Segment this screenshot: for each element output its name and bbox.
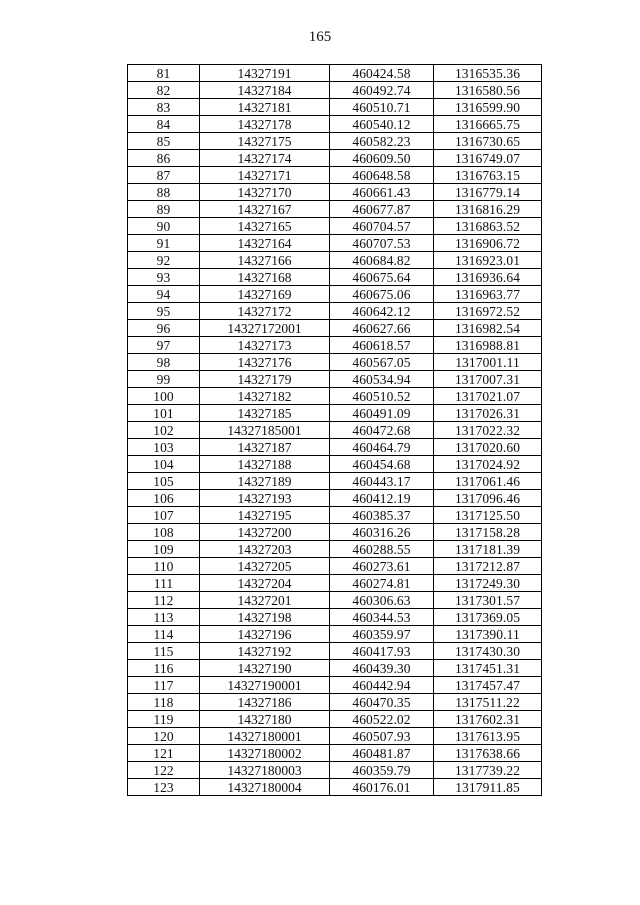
table-row [128, 269, 542, 286]
table-row [128, 405, 542, 422]
point-id-cell: 14327180001 [200, 728, 330, 745]
x-coordinate-cell: 460675.06 [330, 286, 434, 303]
table-row [128, 82, 542, 99]
table-row [128, 218, 542, 235]
x-coordinate-cell: 460648.58 [330, 167, 434, 184]
row-number-cell: 110 [128, 558, 200, 575]
y-coordinate-cell: 1316982.54 [434, 320, 542, 337]
x-coordinate-cell: 460316.26 [330, 524, 434, 541]
table-row [128, 337, 542, 354]
y-coordinate-cell: 1317511.22 [434, 694, 542, 711]
x-coordinate-cell: 460481.87 [330, 745, 434, 762]
x-coordinate-cell: 460439.30 [330, 660, 434, 677]
point-id-cell: 14327192 [200, 643, 330, 660]
point-id-cell: 14327176 [200, 354, 330, 371]
point-id-cell: 14327181 [200, 99, 330, 116]
point-id-cell: 14327198 [200, 609, 330, 626]
x-coordinate-cell: 460491.09 [330, 405, 434, 422]
y-coordinate-cell: 1317158.28 [434, 524, 542, 541]
x-coordinate-cell: 460306.63 [330, 592, 434, 609]
x-coordinate-cell: 460510.71 [330, 99, 434, 116]
point-id-cell: 14327189 [200, 473, 330, 490]
y-coordinate-cell: 1316580.56 [434, 82, 542, 99]
table-row [128, 507, 542, 524]
point-id-cell: 14327185001 [200, 422, 330, 439]
point-id-cell: 14327174 [200, 150, 330, 167]
table-row [128, 779, 542, 796]
table-row [128, 762, 542, 779]
point-id-cell: 14327164 [200, 235, 330, 252]
y-coordinate-cell: 1317020.60 [434, 439, 542, 456]
row-number-cell: 117 [128, 677, 200, 694]
point-id-cell: 14327170 [200, 184, 330, 201]
row-number-cell: 109 [128, 541, 200, 558]
row-number-cell: 99 [128, 371, 200, 388]
x-coordinate-cell: 460412.19 [330, 490, 434, 507]
row-number-cell: 123 [128, 779, 200, 796]
x-coordinate-cell: 460274.81 [330, 575, 434, 592]
y-coordinate-cell: 1317390.11 [434, 626, 542, 643]
row-number-cell: 87 [128, 167, 200, 184]
point-id-cell: 14327173 [200, 337, 330, 354]
row-number-cell: 91 [128, 235, 200, 252]
table-row [128, 439, 542, 456]
table-row [128, 422, 542, 439]
x-coordinate-cell: 460627.66 [330, 320, 434, 337]
point-id-cell: 14327191 [200, 65, 330, 82]
x-coordinate-cell: 460707.53 [330, 235, 434, 252]
y-coordinate-cell: 1317911.85 [434, 779, 542, 796]
x-coordinate-cell: 460454.68 [330, 456, 434, 473]
table-row [128, 473, 542, 490]
y-coordinate-cell: 1316599.90 [434, 99, 542, 116]
row-number-cell: 94 [128, 286, 200, 303]
table-row [128, 592, 542, 609]
y-coordinate-cell: 1316779.14 [434, 184, 542, 201]
row-number-cell: 111 [128, 575, 200, 592]
x-coordinate-cell: 460677.87 [330, 201, 434, 218]
y-coordinate-cell: 1317026.31 [434, 405, 542, 422]
point-id-cell: 14327200 [200, 524, 330, 541]
y-coordinate-cell: 1316923.01 [434, 252, 542, 269]
table-row [128, 490, 542, 507]
row-number-cell: 104 [128, 456, 200, 473]
y-coordinate-cell: 1317451.31 [434, 660, 542, 677]
table-row [128, 745, 542, 762]
x-coordinate-cell: 460642.12 [330, 303, 434, 320]
point-id-cell: 14327187 [200, 439, 330, 456]
table-row [128, 694, 542, 711]
y-coordinate-cell: 1317007.31 [434, 371, 542, 388]
x-coordinate-cell: 460661.43 [330, 184, 434, 201]
point-id-cell: 14327182 [200, 388, 330, 405]
table-row [128, 303, 542, 320]
point-id-cell: 14327180002 [200, 745, 330, 762]
row-number-cell: 88 [128, 184, 200, 201]
row-number-cell: 107 [128, 507, 200, 524]
y-coordinate-cell: 1317021.07 [434, 388, 542, 405]
table-row [128, 252, 542, 269]
table-row [128, 201, 542, 218]
x-coordinate-cell: 460567.05 [330, 354, 434, 371]
row-number-cell: 83 [128, 99, 200, 116]
y-coordinate-cell: 1317181.39 [434, 541, 542, 558]
point-id-cell: 14327179 [200, 371, 330, 388]
point-id-cell: 14327168 [200, 269, 330, 286]
point-id-cell: 14327203 [200, 541, 330, 558]
y-coordinate-cell: 1317022.32 [434, 422, 542, 439]
row-number-cell: 112 [128, 592, 200, 609]
point-id-cell: 14327172 [200, 303, 330, 320]
point-id-cell: 14327169 [200, 286, 330, 303]
y-coordinate-cell: 1317061.46 [434, 473, 542, 490]
y-coordinate-cell: 1317001.11 [434, 354, 542, 371]
x-coordinate-cell: 460470.35 [330, 694, 434, 711]
coordinates-table-body [128, 65, 542, 796]
page-number: 165 [308, 29, 332, 45]
x-coordinate-cell: 460609.50 [330, 150, 434, 167]
row-number-cell: 100 [128, 388, 200, 405]
point-id-cell: 14327193 [200, 490, 330, 507]
y-coordinate-cell: 1317212.87 [434, 558, 542, 575]
x-coordinate-cell: 460442.94 [330, 677, 434, 694]
x-coordinate-cell: 460359.79 [330, 762, 434, 779]
table-row [128, 660, 542, 677]
row-number-cell: 102 [128, 422, 200, 439]
row-number-cell: 105 [128, 473, 200, 490]
y-coordinate-cell: 1317602.31 [434, 711, 542, 728]
row-number-cell: 116 [128, 660, 200, 677]
row-number-cell: 113 [128, 609, 200, 626]
row-number-cell: 106 [128, 490, 200, 507]
point-id-cell: 14327188 [200, 456, 330, 473]
row-number-cell: 90 [128, 218, 200, 235]
x-coordinate-cell: 460492.74 [330, 82, 434, 99]
y-coordinate-cell: 1317369.05 [434, 609, 542, 626]
x-coordinate-cell: 460176.01 [330, 779, 434, 796]
point-id-cell: 14327178 [200, 116, 330, 133]
row-number-cell: 85 [128, 133, 200, 150]
table-row [128, 116, 542, 133]
row-number-cell: 121 [128, 745, 200, 762]
table-row [128, 65, 542, 82]
table-row [128, 371, 542, 388]
x-coordinate-cell: 460464.79 [330, 439, 434, 456]
point-id-cell: 14327172001 [200, 320, 330, 337]
table-row [128, 320, 542, 337]
point-id-cell: 14327186 [200, 694, 330, 711]
x-coordinate-cell: 460385.37 [330, 507, 434, 524]
row-number-cell: 119 [128, 711, 200, 728]
x-coordinate-cell: 460288.55 [330, 541, 434, 558]
x-coordinate-cell: 460675.64 [330, 269, 434, 286]
y-coordinate-cell: 1317249.30 [434, 575, 542, 592]
y-coordinate-cell: 1317125.50 [434, 507, 542, 524]
row-number-cell: 98 [128, 354, 200, 371]
table-row [128, 388, 542, 405]
row-number-cell: 97 [128, 337, 200, 354]
y-coordinate-cell: 1317613.95 [434, 728, 542, 745]
row-number-cell: 120 [128, 728, 200, 745]
row-number-cell: 122 [128, 762, 200, 779]
x-coordinate-cell: 460472.68 [330, 422, 434, 439]
table-row [128, 167, 542, 184]
table-row [128, 609, 542, 626]
x-coordinate-cell: 460424.58 [330, 65, 434, 82]
x-coordinate-cell: 460684.82 [330, 252, 434, 269]
x-coordinate-cell: 460510.52 [330, 388, 434, 405]
x-coordinate-cell: 460344.53 [330, 609, 434, 626]
point-id-cell: 14327195 [200, 507, 330, 524]
row-number-cell: 92 [128, 252, 200, 269]
point-id-cell: 14327204 [200, 575, 330, 592]
y-coordinate-cell: 1317430.30 [434, 643, 542, 660]
y-coordinate-cell: 1317096.46 [434, 490, 542, 507]
row-number-cell: 118 [128, 694, 200, 711]
x-coordinate-cell: 460534.94 [330, 371, 434, 388]
row-number-cell: 93 [128, 269, 200, 286]
point-id-cell: 14327175 [200, 133, 330, 150]
row-number-cell: 81 [128, 65, 200, 82]
row-number-cell: 86 [128, 150, 200, 167]
table-row [128, 184, 542, 201]
x-coordinate-cell: 460522.02 [330, 711, 434, 728]
row-number-cell: 115 [128, 643, 200, 660]
point-id-cell: 14327180 [200, 711, 330, 728]
coordinates-table [127, 64, 542, 796]
y-coordinate-cell: 1316963.77 [434, 286, 542, 303]
table-row [128, 99, 542, 116]
x-coordinate-cell: 460417.93 [330, 643, 434, 660]
point-id-cell: 14327205 [200, 558, 330, 575]
row-number-cell: 95 [128, 303, 200, 320]
point-id-cell: 14327165 [200, 218, 330, 235]
y-coordinate-cell: 1316535.36 [434, 65, 542, 82]
point-id-cell: 14327190 [200, 660, 330, 677]
y-coordinate-cell: 1316906.72 [434, 235, 542, 252]
point-id-cell: 14327166 [200, 252, 330, 269]
y-coordinate-cell: 1317739.22 [434, 762, 542, 779]
point-id-cell: 14327190001 [200, 677, 330, 694]
row-number-cell: 101 [128, 405, 200, 422]
y-coordinate-cell: 1316763.15 [434, 167, 542, 184]
row-number-cell: 84 [128, 116, 200, 133]
table-row [128, 643, 542, 660]
point-id-cell: 14327180003 [200, 762, 330, 779]
table-row [128, 626, 542, 643]
table-row [128, 354, 542, 371]
y-coordinate-cell: 1317638.66 [434, 745, 542, 762]
x-coordinate-cell: 460540.12 [330, 116, 434, 133]
y-coordinate-cell: 1316816.29 [434, 201, 542, 218]
table-row [128, 235, 542, 252]
point-id-cell: 14327185 [200, 405, 330, 422]
table-row [128, 575, 542, 592]
table-row [128, 456, 542, 473]
table-row [128, 677, 542, 694]
point-id-cell: 14327201 [200, 592, 330, 609]
y-coordinate-cell: 1316863.52 [434, 218, 542, 235]
table-row [128, 133, 542, 150]
y-coordinate-cell: 1316730.65 [434, 133, 542, 150]
point-id-cell: 14327167 [200, 201, 330, 218]
y-coordinate-cell: 1316749.07 [434, 150, 542, 167]
row-number-cell: 82 [128, 82, 200, 99]
y-coordinate-cell: 1317024.92 [434, 456, 542, 473]
table-row [128, 524, 542, 541]
point-id-cell: 14327196 [200, 626, 330, 643]
row-number-cell: 89 [128, 201, 200, 218]
y-coordinate-cell: 1316665.75 [434, 116, 542, 133]
x-coordinate-cell: 460359.97 [330, 626, 434, 643]
row-number-cell: 96 [128, 320, 200, 337]
point-id-cell: 14327184 [200, 82, 330, 99]
y-coordinate-cell: 1316988.81 [434, 337, 542, 354]
y-coordinate-cell: 1316972.52 [434, 303, 542, 320]
y-coordinate-cell: 1317301.57 [434, 592, 542, 609]
point-id-cell: 14327171 [200, 167, 330, 184]
row-number-cell: 108 [128, 524, 200, 541]
table-row [128, 286, 542, 303]
table-row [128, 711, 542, 728]
x-coordinate-cell: 460443.17 [330, 473, 434, 490]
table-row [128, 558, 542, 575]
table-row [128, 541, 542, 558]
table-row [128, 728, 542, 745]
row-number-cell: 114 [128, 626, 200, 643]
table-row [128, 150, 542, 167]
point-id-cell: 14327180004 [200, 779, 330, 796]
x-coordinate-cell: 460507.93 [330, 728, 434, 745]
x-coordinate-cell: 460618.57 [330, 337, 434, 354]
y-coordinate-cell: 1317457.47 [434, 677, 542, 694]
x-coordinate-cell: 460582.23 [330, 133, 434, 150]
row-number-cell: 103 [128, 439, 200, 456]
y-coordinate-cell: 1316936.64 [434, 269, 542, 286]
x-coordinate-cell: 460273.61 [330, 558, 434, 575]
x-coordinate-cell: 460704.57 [330, 218, 434, 235]
